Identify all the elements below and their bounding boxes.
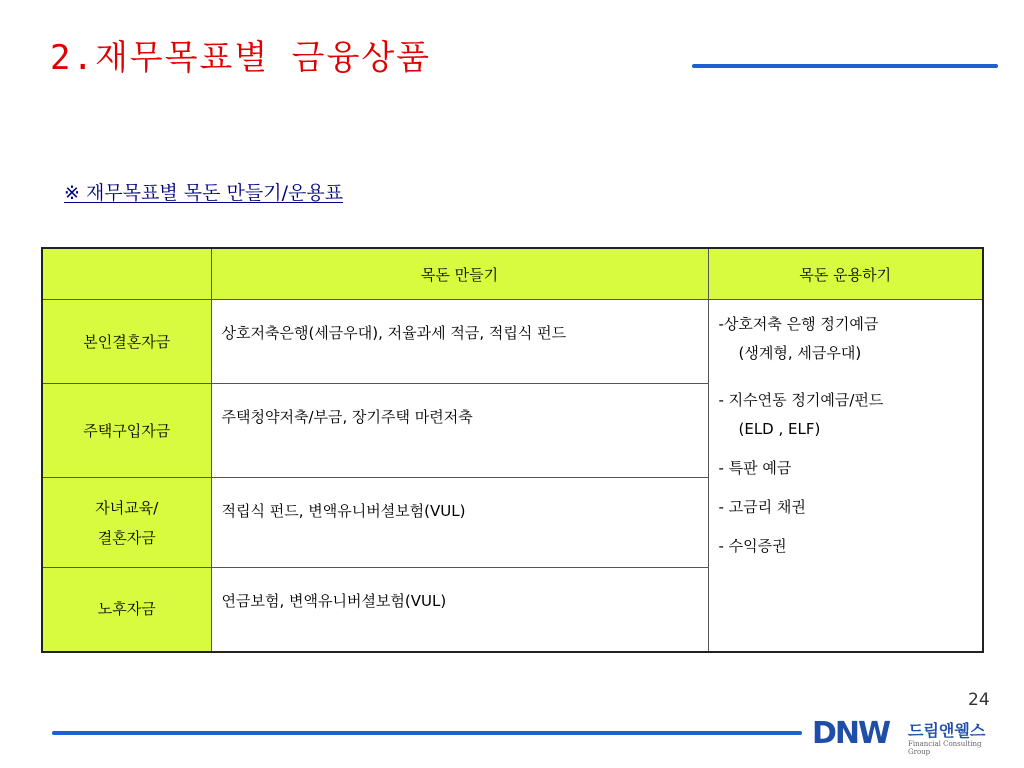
products-cell: 적립식 펀드, 변액유니버셜보험(VUL) [211, 478, 708, 568]
header-build: 목돈 만들기 [211, 248, 708, 300]
footer-rule [52, 731, 802, 735]
goal-label: 결혼자금 [97, 528, 156, 547]
products-cell: 상호저축은행(세금우대), 저율과세 적금, 적립식 펀드 [211, 300, 708, 384]
financial-goal-table [41, 247, 984, 653]
operate-cell [708, 300, 983, 652]
operate-item-sub: (생계형, 세금우대) [738, 344, 862, 362]
header-goal [42, 248, 211, 300]
company-logo [812, 714, 992, 754]
products-cell: 주택청약저축/부금, 장기주택 마련저축 [211, 384, 708, 478]
products-cell: 연금보험, 변액유니버셜보험(VUL) [211, 568, 708, 652]
operate-item-main: - 지수연동 정기예금/펀드 [718, 391, 884, 409]
goal-cell [42, 478, 211, 568]
operate-item: - 수익증권 [718, 537, 787, 555]
title-rule [692, 64, 998, 68]
goal-cell [42, 568, 211, 652]
operate-item-main: -상호저축 은행 정기예금 [718, 315, 879, 333]
header-operate: 목돈 운용하기 [708, 248, 983, 300]
logo-tagline: Financial Consulting Group [908, 740, 982, 756]
operate-item-sub: (ELD , ELF) [738, 420, 821, 438]
goal-label: 주택구입자금 [83, 421, 171, 440]
page-number: 24 [968, 690, 990, 710]
logo-mark: DNW [812, 716, 890, 751]
operate-item: - 특판 예금 [718, 459, 792, 477]
operate-item [719, 310, 971, 368]
logo-name: 드림앤웰스 [908, 721, 986, 740]
operate-item: - 고금리 채권 [718, 498, 806, 516]
table-header-row [42, 248, 983, 300]
table-row [42, 300, 983, 384]
operate-item [719, 386, 971, 444]
goal-cell [42, 384, 211, 478]
goal-cell [42, 300, 211, 384]
goal-label: 노후자금 [97, 600, 156, 619]
table-caption: ※ 재무목표별 목돈 만들기/운용표 [64, 182, 344, 204]
goal-label: 본인결혼자금 [83, 332, 171, 351]
slide-title: 2.재무목표별 금융상품 [50, 38, 432, 78]
goal-label: 자녀교육/ [95, 498, 159, 517]
